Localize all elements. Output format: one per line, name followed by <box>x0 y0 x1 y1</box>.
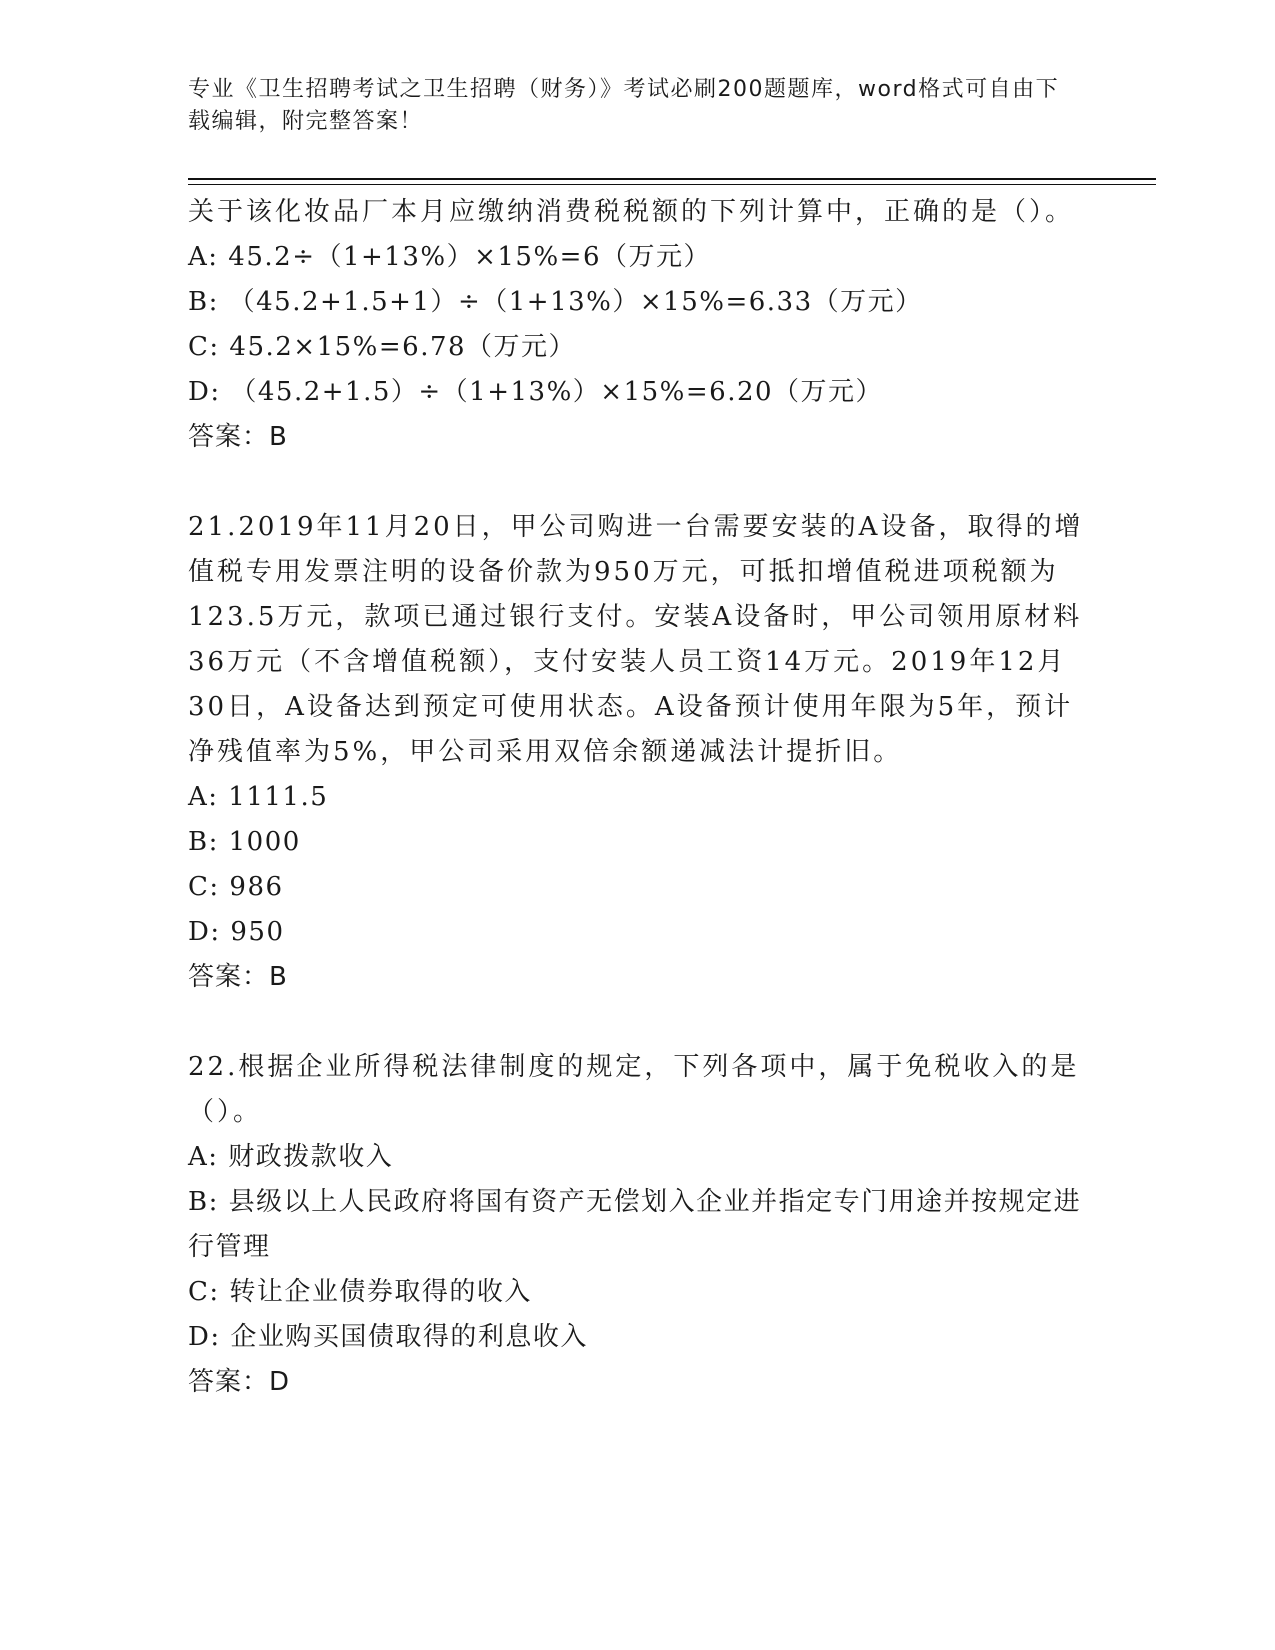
question-stem: 关于该化妆品厂本月应缴纳消费税税额的下列计算中，正确的是（）。 <box>188 197 1075 227</box>
option-c: C: 转让企业债券取得的收入 <box>188 1277 532 1307</box>
answer-label: 答案：B <box>188 422 288 452</box>
option-a: A: 财政拨款收入 <box>188 1142 394 1172</box>
question-stem: 22.根据企业所得税法律制度的规定，下列各项中，属于免税收入的是（）。 <box>188 1052 1080 1127</box>
question-stem: 21.2019年11月20日，甲公司购进一台需要安装的A设备，取得的增值税专用发票注明的设备价款为950万元，可抵扣增值税进项税额为123.5万元，款项已通过银行支付。安装A设备时，甲公司领用原材料36万元（不含增值税额），支付安装人员工资14万元。2019年12月30日，A设备达到预定可使用状态。A设备预计使用年限为5年，预计净残值率为5%，甲公司采用双倍余额递减法计提折旧。 <box>188 512 1084 767</box>
option-d: D: 企业购买国债取得的利息收入 <box>188 1322 588 1352</box>
option-a: A: 45.2÷（1+13%）×15%=6（万元） <box>188 242 711 272</box>
question-20 <box>188 190 1088 460</box>
option-b: B: 1000 <box>188 827 301 857</box>
option-c: C: 45.2×15%=6.78（万元） <box>188 332 577 362</box>
option-d: D: （45.2+1.5）÷（1+13%）×15%=6.20（万元） <box>188 377 884 407</box>
header-rule-thin <box>188 184 1156 185</box>
option-c: C: 986 <box>188 872 284 902</box>
question-22 <box>188 1045 1088 1405</box>
question-21 <box>188 505 1088 1000</box>
spacer <box>188 460 1088 505</box>
answer-label: 答案：B <box>188 962 288 992</box>
header-rule-thick <box>188 178 1156 180</box>
option-b: B: （45.2+1.5+1）÷（1+13%）×15%=6.33（万元） <box>188 287 923 317</box>
option-d: D: 950 <box>188 917 285 947</box>
option-b: B: 县级以上人民政府将国有资产无偿划入企业并指定专门用途并按规定进行管理 <box>188 1187 1082 1262</box>
option-a: A: 1111.5 <box>188 782 329 812</box>
question-list <box>188 190 1088 1405</box>
answer-label: 答案：D <box>188 1367 291 1397</box>
document-header: 专业《卫生招聘考试之卫生招聘（财务）》考试必刷200题题库，word格式可自由下载编辑，附完整答案！ <box>188 77 1060 134</box>
spacer <box>188 1000 1088 1045</box>
